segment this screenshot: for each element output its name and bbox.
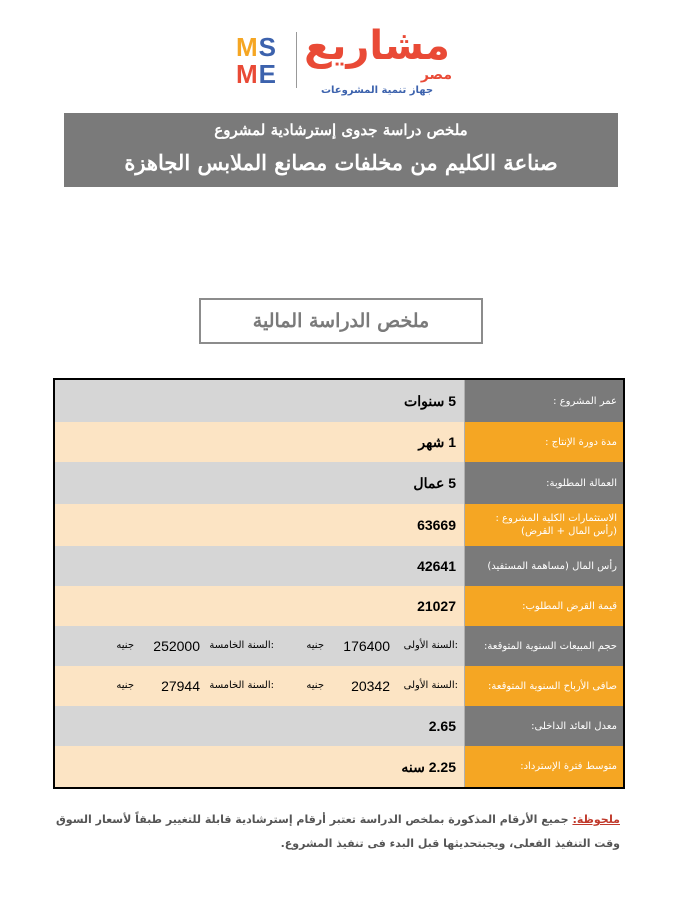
table-row-capital (55, 546, 623, 586)
logo-arabic-sub: مصر (420, 67, 452, 83)
investments-label-sub: (رأس المال + القرض) (521, 526, 617, 537)
logo-letter: S (258, 32, 278, 62)
logo-letter: M (236, 59, 259, 89)
section-title: ملخص الدراسة المالية (199, 298, 483, 344)
labor-label: العمالة المطلوبة: (546, 477, 617, 489)
profits-year1-unit: جنيه (306, 680, 324, 691)
value-cell (55, 462, 465, 504)
logo-letter: M (236, 32, 259, 62)
profits-year1-value: 20342 (351, 678, 390, 694)
logo-arabic-main: مشاريع (304, 23, 450, 69)
irr-label: معدل العائد الداخلى: (531, 720, 617, 732)
table-row-loan (55, 586, 623, 626)
capital-label: رأس المال (مساهمة المستفيد) (487, 560, 617, 572)
sales-label: حجم المبيعات السنوية المتوقعة: (484, 640, 617, 652)
value-cell (55, 706, 465, 746)
table-row-production-cycle (55, 422, 623, 462)
table-row-labor (55, 462, 623, 504)
label-cell (465, 380, 623, 422)
payback-value: 2.25 سنه (401, 758, 456, 775)
label-cell (465, 586, 623, 626)
sales-year1-label: السنة الأولى: (403, 640, 458, 651)
sales-year1-unit: جنيه (306, 640, 324, 651)
investments-label: الاستثمارات الكلية المشروع : (495, 513, 617, 524)
header-title: صناعة الكليم من مخلفات مصانع الملابس الجاهزة (124, 149, 558, 175)
profits-year5-label: السنة الخامسة: (209, 680, 274, 691)
production-cycle-value: 1 شهر (418, 434, 456, 450)
disclaimer-note (30, 808, 620, 856)
table-row-sales (55, 626, 623, 666)
labor-value: 5 عمال (413, 475, 456, 491)
sales-year1-value: 176400 (343, 638, 390, 654)
loan-value: 21027 (417, 598, 456, 614)
label-cell (465, 422, 623, 462)
profits-label: صافى الأرباح السنوية المتوقعة: (488, 680, 617, 692)
label-cell (465, 462, 623, 504)
table-row-project-age (55, 380, 623, 422)
header-subtitle: ملخص دراسة جدوى إسترشادية لمشروع (214, 121, 468, 139)
sales-year5-label: السنة الخامسة: (209, 640, 274, 651)
value-cell (55, 586, 465, 626)
sales-year5-unit: جنيه (116, 640, 134, 651)
sales-year5-value: 252000 (153, 638, 200, 654)
msme-logo-letters (236, 34, 292, 88)
value-cell (55, 746, 465, 787)
label-cell (465, 626, 623, 666)
production-cycle-label: مدة دورة الإنتاج : (545, 436, 617, 448)
value-cell (55, 666, 465, 706)
label-cell (465, 666, 623, 706)
header-banner (64, 113, 618, 187)
table-row-investments (55, 504, 623, 546)
label-cell (465, 746, 623, 787)
logo-letter: E (258, 59, 278, 89)
label-cell (465, 504, 623, 546)
project-age-label: عمر المشروع : (553, 395, 617, 407)
payback-label: متوسط فترة الإسترداد: (520, 761, 617, 772)
profits-year5-value: 27944 (161, 678, 200, 694)
financial-summary-table (53, 378, 625, 789)
table-row-payback (55, 746, 623, 787)
loan-label: قيمة القرض المطلوب: (522, 600, 617, 612)
project-age-value: 5 سنوات (404, 393, 456, 409)
value-cell (55, 626, 465, 666)
profits-year1-label: السنة الأولى: (403, 680, 458, 691)
irr-value: 2.65 (428, 718, 456, 734)
logo-tagline: جهاز تنمية المشروعات (320, 85, 434, 96)
value-cell (55, 504, 465, 546)
profits-year5-unit: جنيه (116, 680, 134, 691)
investments-value: 63669 (417, 517, 456, 533)
value-cell (55, 422, 465, 462)
note-text: جميع الأرقام المذكورة بملخص الدراسة تعتبر أرقام إسترشادية قابلة للتغيير طبقاً لأسعار السوق وقت التنفيذ الفعلى، ويجبتحديثها قبل البدء فى تنفيذ المشروع. (55, 813, 620, 850)
value-cell (55, 546, 465, 586)
label-cell (465, 706, 623, 746)
msme-logo (232, 24, 462, 106)
value-cell (55, 380, 465, 422)
table-row-profits (55, 666, 623, 706)
capital-value: 42641 (417, 558, 456, 574)
note-key: ملحوظة: (572, 813, 620, 826)
table-row-irr (55, 706, 623, 746)
logo-divider (296, 32, 297, 88)
label-cell (465, 546, 623, 586)
